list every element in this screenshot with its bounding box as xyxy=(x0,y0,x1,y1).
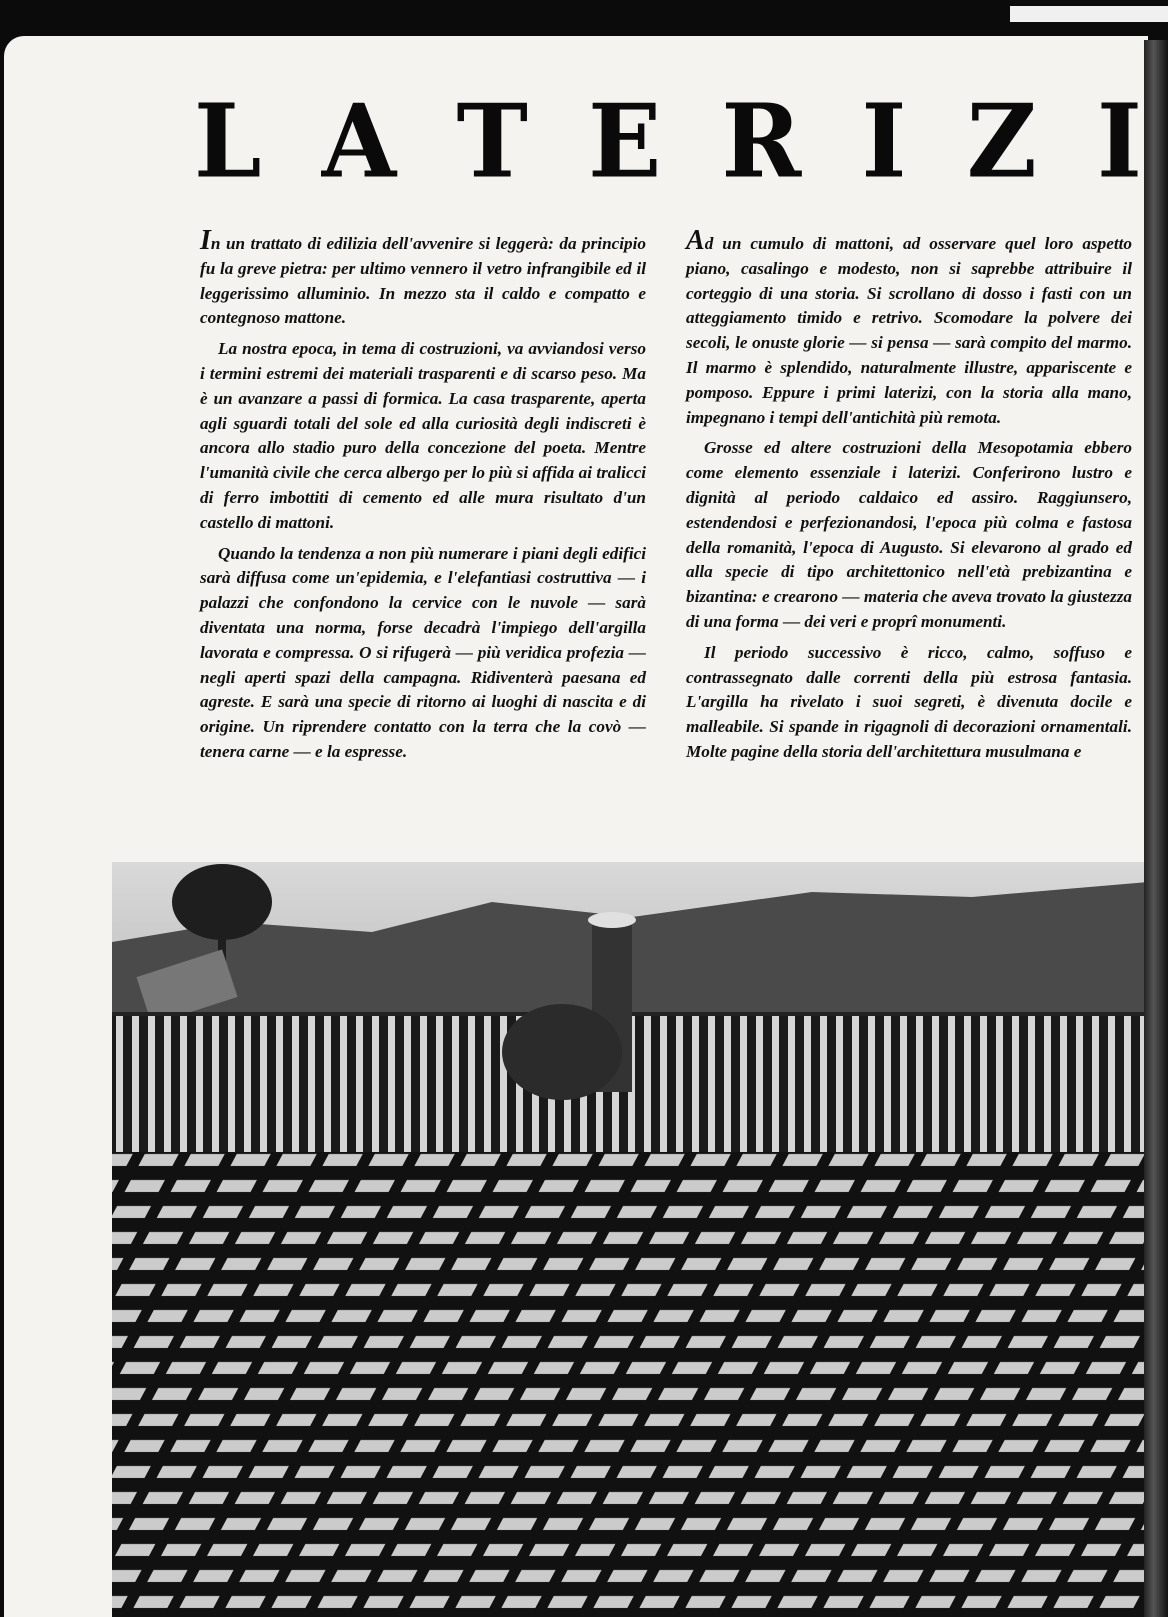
brickyard-image xyxy=(112,862,1148,1617)
title-letter: Z xyxy=(966,81,1039,201)
article-columns xyxy=(200,225,1132,869)
title-letter: R xyxy=(721,81,804,201)
brickyard-photo xyxy=(112,862,1148,1617)
page-title xyxy=(194,81,1144,201)
article-column-2 xyxy=(686,225,1132,869)
page-edge-shadow xyxy=(1144,40,1168,1617)
title-letter: T xyxy=(456,81,530,201)
paragraph: La nostra epoca, in tema di costruzioni, va avviandosi verso i termini estremi dei materiali trasparenti e di scarso peso. Ma è un avanzare a passi di formica. La casa trasparente, aperta agli sguardi totali del sole ed alla curiosità degli indiscreti è ancora allo stadio puro della concezione del poeta. Mentre l'umanità civile che cerca albergo per lo più si affida ai tralicci di ferro imbottiti di cemento ed alle mura risultato d'un castello di mattoni. xyxy=(200,339,646,532)
article-column-1 xyxy=(200,225,646,869)
title-letter: I xyxy=(1097,81,1144,201)
title-letter: A xyxy=(321,81,399,201)
top-strip xyxy=(1010,6,1168,22)
title-letter: E xyxy=(588,81,664,201)
title-letter: L xyxy=(194,81,264,201)
paragraph: Ad un cumulo di mattoni, ad osservare quel loro aspetto piano, casalingo e modesto, non si saprebbe attribuire il corteggio di una storia. Si scrollano di dosso i fasti con un atteggiamento timido e retrivo. Scomodare la polvere dei secoli, le onuste glorie — si pensa — sarà compito del marmo. Il marmo è splendido, naturalmente illustre, appariscente e pomposo. Eppure i primi laterizi, con la storia alla mano, impegnano i tempi dell'antichità più remota. xyxy=(686,225,1132,427)
magazine-page xyxy=(4,36,1148,1617)
paragraph: Grosse ed altere costruzioni della Mesopotamia ebbero come elemento essenziale i laterizi. Conferirono lustro e dignità al periodo caldaico ed assiro. Raggiunsero, estendendosi e perfezionandosi, l'epoca più colma e fastosa della romanità, l'epoca di Augusto. Si elevarono al grado ed alla specie di tipo architettonico nell'età prebizantina e bizantina: e crearono — materia che aveva trovato la giustezza di una forma — dei veri e proprî monumenti. xyxy=(686,438,1132,631)
title-letter: I xyxy=(861,81,909,201)
paragraph: Quando la tendenza a non più numerare i piani degli edifici sarà diffusa come un'epidemia, e l'elefantiasi costruttiva — i palazzi che confondono la cervice con le nuvole — sarà diventata una norma, forse decadrà l'impiego dell'argilla lavorata e compressa. O si rifugerà — più veridica profezia — negli aperti spazi della campagna. Ridiventerà paesana ed agreste. E sarà una specie di ritorno ai luoghi di nascita e di origine. Un riprendere contatto con la terra che la covò — tenera carne — e la espresse. xyxy=(200,543,646,761)
paragraph: In un trattato di edilizia dell'avvenire si leggerà: da principio fu la greve pietra: per ultimo vennero il vetro infrangibile ed il leggerissimo alluminio. In mezzo sta il caldo e compatto e contegnoso mattone. xyxy=(200,225,646,328)
paragraph: Il periodo successivo è ricco, calmo, soffuso e contrassegnato dalle correnti della più estrosa fantasia. L'argilla ha rivelato i suoi segreti, è divenuta docile e malleabile. Si spande in rigagnoli di decorazioni ornamentali. Molte pagine della storia dell'architettura musulmana e xyxy=(686,642,1132,761)
